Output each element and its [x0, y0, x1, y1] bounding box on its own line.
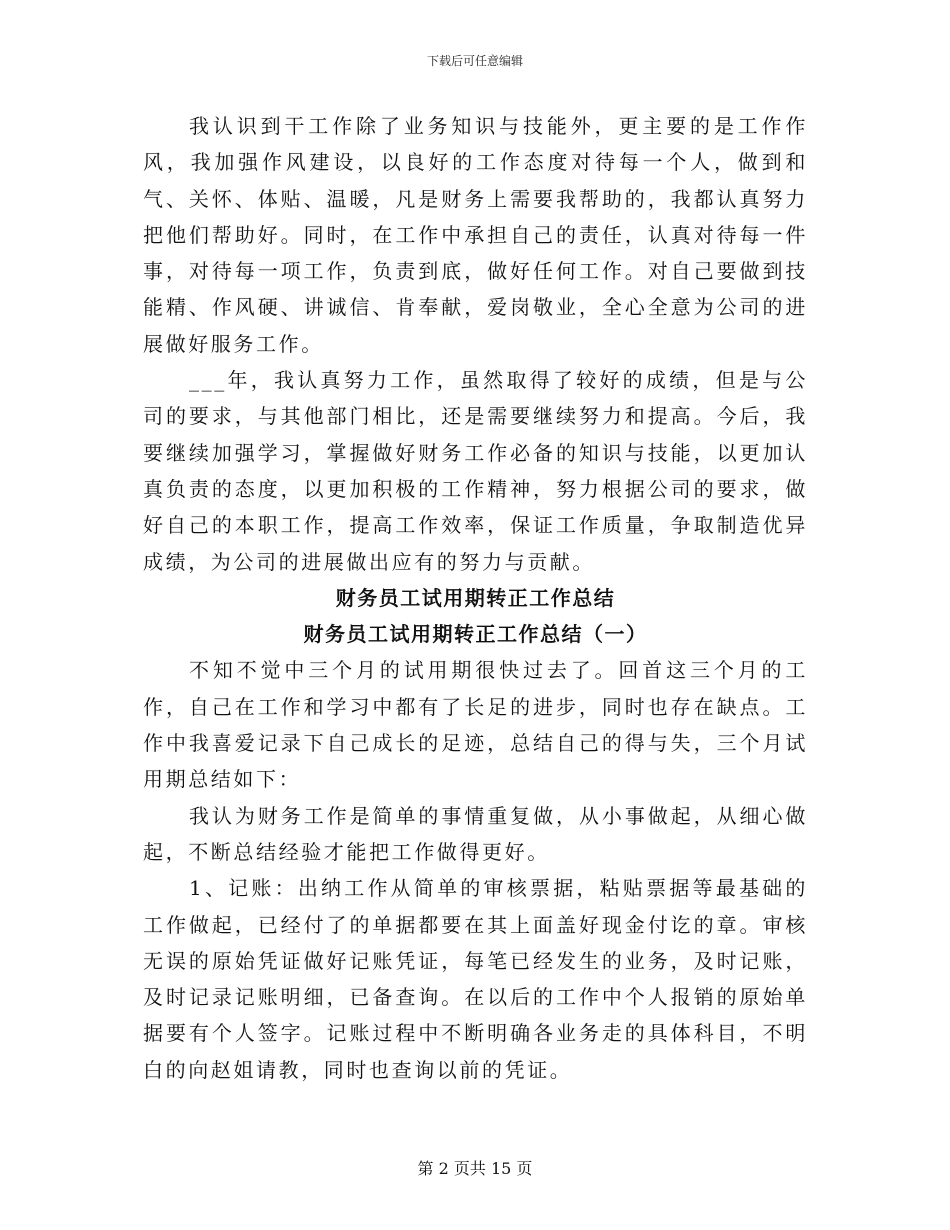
paragraph-bookkeeping: 1、记账：出纳工作从简单的审核票据，粘贴票据等最基础的工作做起，已经付了的单据都要在其上面盖好现金付讫的章。审核无误的原始凭证做好记账凭证，每笔已经发生的业务，及时记账，及时记录记账明细，已备查询。在以后的工作中个人报销的原始单据要有个人签字。记账过程中不断明确各业务走的具体科目，不明白的向赵姐请教，同时也查询以前的凭证。 — [143, 876, 808, 1082]
paragraph-probation-intro: 不知不觉中三个月的试用期很快过去了。回首这三个月的工作，自己在工作和学习中都有了长足的进步，同时也存在缺点。工作中我喜爱记录下自己成长的足迹，总结自己的得与失，三个月试用期总结如下： — [143, 658, 808, 792]
paragraph-year-summary: ___年，我认真努力工作，虽然取得了较好的成绩，但是与公司的要求，与其他部门相比，还是需要继续努力和提高。今后，我要继续加强学习，掌握做好财务工作必备的知识与技能，以更加认真负责的态度，以更加积极的工作精神，努力根据公司的要求，做好自己的本职工作，提高工作效率，保证工作质量，争取制造优异成绩，为公司的进展做出应有的努力与贡献。 — [143, 368, 808, 574]
document-title: 财务员工试用期转正工作总结 — [335, 585, 616, 610]
page-footer: 第 2 页共 15 页 — [417, 1159, 533, 1178]
page-header: 下载后可任意编辑 — [426, 54, 523, 68]
section-title: 财务员工试用期转正工作总结（一） — [303, 622, 648, 647]
paragraph-finance-view: 我认为财务工作是简单的事情重复做，从小事做起，从细心做起，不断总结经验才能把工作做得更好。 — [143, 803, 808, 864]
paragraph-work-style: 我认识到干工作除了业务知识与技能外，更主要的是工作作风，我加强作风建设，以良好的工作态度对待每一个人，做到和气、关怀、体贴、温暖，凡是财务上需要我帮助的，我都认真努力把他们帮助好。同时，在工作中承担自己的责任，认真对待每一件事，对待每一项工作，负责到底，做好任何工作。对自己要做到技能精、作风硬、讲诚信、肯奉献，爱岗敬业，全心全意为公司的进展做好服务工作。 — [143, 114, 808, 356]
document-body — [143, 108, 808, 1088]
